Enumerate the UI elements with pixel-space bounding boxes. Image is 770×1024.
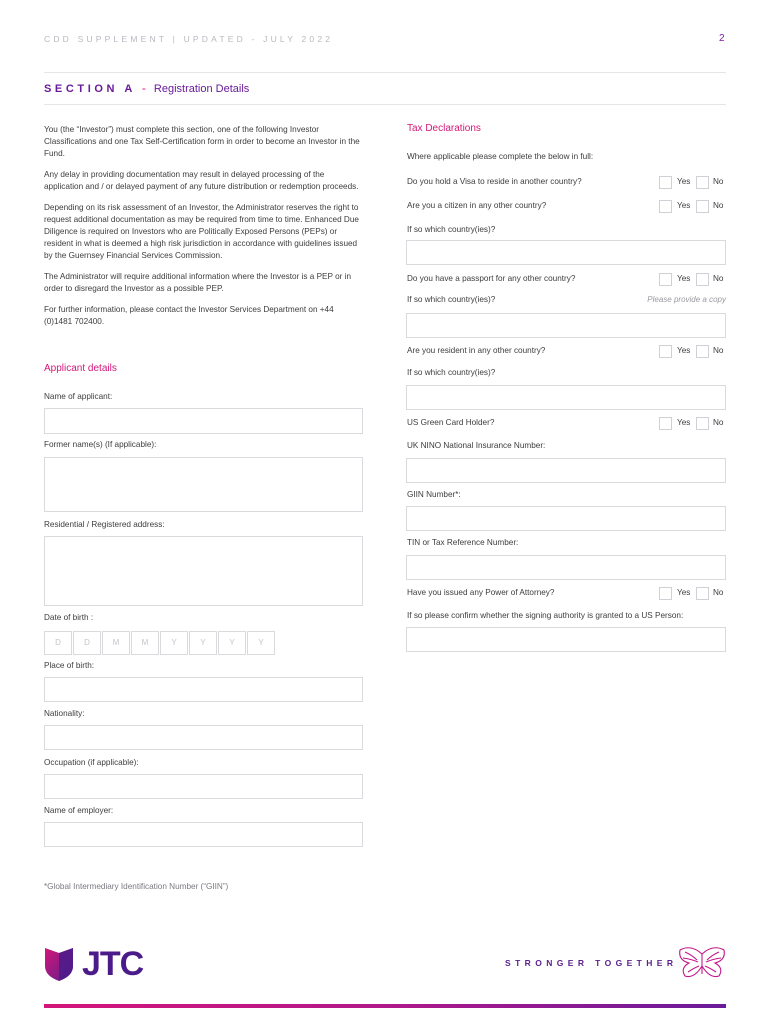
- page-number: 2: [719, 33, 725, 44]
- citizen-yes-label: Yes: [677, 201, 691, 210]
- giin-footnote: *Global Intermediary Identification Number (“GIIN”): [44, 882, 229, 891]
- giin-label: GIIN Number*:: [407, 490, 461, 499]
- tin-label: TIN or Tax Reference Number:: [407, 538, 519, 547]
- dob-year-4[interactable]: Y: [247, 631, 275, 655]
- passport-no-label: No: [713, 274, 724, 283]
- former-names-input[interactable]: [44, 457, 363, 512]
- former-names-label: Former name(s) (If applicable):: [44, 440, 157, 449]
- visa-no-label: No: [713, 177, 724, 186]
- citizen-yes-checkbox[interactable]: [659, 200, 672, 213]
- resident-question: Are you resident in any other country?: [407, 346, 546, 355]
- visa-yes-label: Yes: [677, 177, 691, 186]
- resident-country-label: If so which country(ies)?: [407, 368, 496, 377]
- poa-question: Have you issued any Power of Attorney?: [407, 588, 555, 597]
- section-dash: -: [141, 81, 146, 95]
- citizen-no-checkbox[interactable]: [696, 200, 709, 213]
- dob-month-1[interactable]: M: [102, 631, 130, 655]
- poa-no-checkbox[interactable]: [696, 587, 709, 600]
- citizen-question: Are you a citizen in any other country?: [407, 201, 547, 210]
- visa-yes-checkbox[interactable]: [659, 176, 672, 189]
- green-card-no-label: No: [713, 418, 724, 427]
- intro-paragraph-5: For further information, please contact the Investor Services Department on +44 (0)1481 702400.: [44, 305, 334, 326]
- intro-paragraph-2: Any delay in providing documentation may result in delayed processing of the application and / or delayed payment of any future distribution or redemption proceeds.: [44, 170, 359, 191]
- poa-yes-checkbox[interactable]: [659, 587, 672, 600]
- nino-label: UK NINO National Insurance Number:: [407, 441, 546, 450]
- employer-input[interactable]: [44, 822, 363, 847]
- passport-country-label: If so which country(ies)?: [407, 295, 496, 304]
- resident-country-input[interactable]: [406, 385, 726, 410]
- passport-yes-label: Yes: [677, 274, 691, 283]
- passport-yes-checkbox[interactable]: [659, 273, 672, 286]
- nino-input[interactable]: [406, 458, 726, 483]
- tagline: STRONGER TOGETHER: [505, 958, 678, 968]
- employer-label: Name of employer:: [44, 806, 114, 815]
- jtc-shield-icon: [44, 946, 74, 982]
- header-divider: [44, 72, 726, 73]
- document-header: CDD SUPPLEMENT | UPDATED - JULY 2022: [44, 34, 334, 44]
- intro-text: [44, 124, 364, 337]
- citizen-no-label: No: [713, 201, 724, 210]
- citizen-country-input[interactable]: [406, 240, 726, 265]
- dob-year-3[interactable]: Y: [218, 631, 246, 655]
- dob-day-1[interactable]: D: [44, 631, 72, 655]
- poa-yes-label: Yes: [677, 588, 691, 597]
- section-label: SECTION A: [44, 83, 136, 95]
- applicant-details-heading: Applicant details: [44, 363, 117, 374]
- place-of-birth-input[interactable]: [44, 677, 363, 702]
- name-of-applicant-input[interactable]: [44, 408, 363, 434]
- intro-paragraph-4: The Administrator will require additional information where the Investor is a PEP or in order to disregard the Investor as a possible PEP.: [44, 272, 352, 293]
- address-input[interactable]: [44, 536, 363, 606]
- giin-input[interactable]: [406, 506, 726, 531]
- poa-no-label: No: [713, 588, 724, 597]
- tax-declarations-heading: Tax Declarations: [407, 123, 481, 134]
- dob-year-1[interactable]: Y: [160, 631, 188, 655]
- intro-paragraph-3: Depending on its risk assessment of an Investor, the Administrator reserves the right to request additional documentation as may be required from time to time. Enhanced Due Diligence is required on Investors who are Politically Exposed Persons (PEPs) or resident in what is deemed a high risk jurisdiction in accordance with guidelines issued by the Guernsey Financial Services Commission.: [44, 203, 359, 260]
- passport-copy-hint: Please provide a copy: [647, 295, 726, 304]
- signing-authority-label: If so please confirm whether the signing authority is granted to a US Person:: [407, 611, 684, 620]
- tax-intro: Where applicable please complete the below in full:: [407, 152, 594, 161]
- resident-yes-label: Yes: [677, 346, 691, 355]
- visa-no-checkbox[interactable]: [696, 176, 709, 189]
- dob-day-2[interactable]: D: [73, 631, 101, 655]
- tin-input[interactable]: [406, 555, 726, 580]
- jtc-logo: [44, 946, 143, 982]
- section-divider: [44, 104, 726, 105]
- place-of-birth-label: Place of birth:: [44, 661, 95, 670]
- green-card-yes-checkbox[interactable]: [659, 417, 672, 430]
- resident-yes-checkbox[interactable]: [659, 345, 672, 358]
- passport-country-input[interactable]: [406, 313, 726, 338]
- intro-paragraph-1: You (the “Investor”) must complete this section, one of the following Investor Classifications and one Tax Self-Certification form in order to become an Investor in the Fund.: [44, 125, 360, 158]
- visa-question: Do you hold a Visa to reside in another country?: [407, 177, 582, 186]
- nationality-input[interactable]: [44, 725, 363, 750]
- resident-no-checkbox[interactable]: [696, 345, 709, 358]
- green-card-question: US Green Card Holder?: [407, 418, 495, 427]
- signing-authority-input[interactable]: [406, 627, 726, 652]
- passport-question: Do you have a passport for any other country?: [407, 274, 576, 283]
- nationality-label: Nationality:: [44, 709, 85, 718]
- date-of-birth-label: Date of birth :: [44, 613, 94, 622]
- green-card-yes-label: Yes: [677, 418, 691, 427]
- jtc-logo-text: JTC: [82, 945, 144, 983]
- butterfly-icon: [677, 946, 727, 980]
- green-card-no-checkbox[interactable]: [696, 417, 709, 430]
- dob-month-2[interactable]: M: [131, 631, 159, 655]
- occupation-input[interactable]: [44, 774, 363, 799]
- citizen-country-label: If so which country(ies)?: [407, 225, 496, 234]
- section-subtitle: Registration Details: [153, 83, 250, 95]
- name-of-applicant-label: Name of applicant:: [44, 392, 113, 401]
- section-title: [44, 81, 249, 95]
- resident-no-label: No: [713, 346, 724, 355]
- occupation-label: Occupation (if applicable):: [44, 758, 139, 767]
- passport-no-checkbox[interactable]: [696, 273, 709, 286]
- dob-year-2[interactable]: Y: [189, 631, 217, 655]
- address-label: Residential / Registered address:: [44, 520, 165, 529]
- footer-gradient-bar: [44, 1004, 726, 1008]
